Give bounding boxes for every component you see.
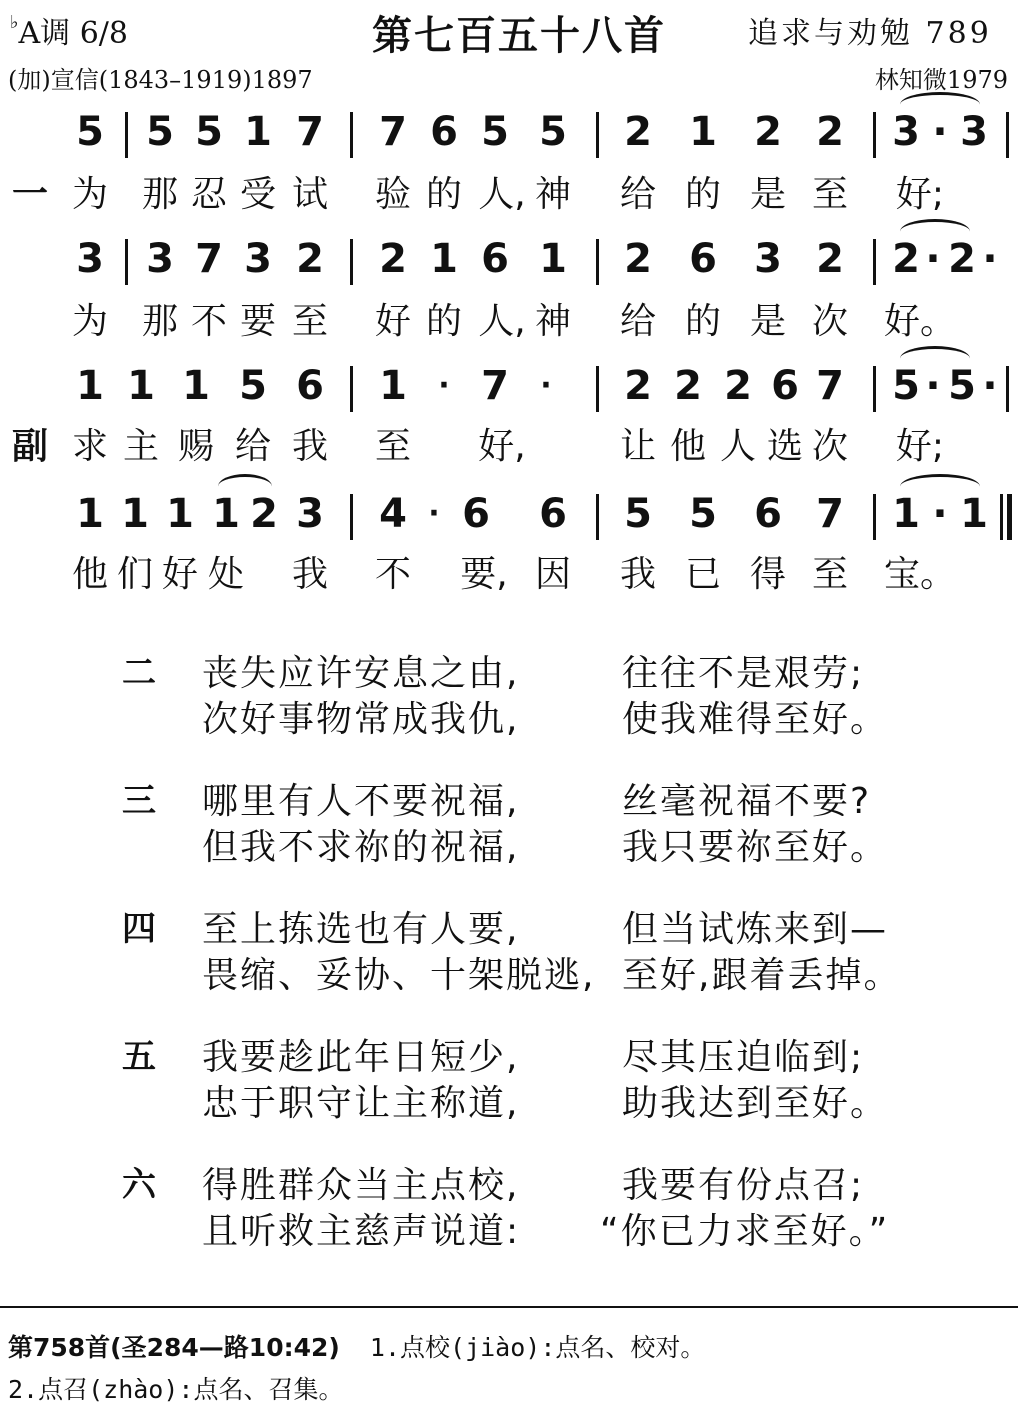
verse-line: 尽其压迫临到;: [622, 1037, 865, 1078]
lyric-syllable: 要,: [460, 554, 508, 595]
note: 1: [212, 491, 240, 537]
note: 3: [244, 236, 272, 282]
note: 2: [948, 236, 976, 282]
bar-line: [350, 112, 353, 158]
lyric-syllable: 至: [291, 301, 329, 342]
note: 2: [724, 363, 752, 409]
composer-credit: (加)宣信(1843–1919)1897: [8, 66, 313, 94]
final-bar-line-thin: [1000, 494, 1003, 540]
verse-label: 副: [12, 426, 49, 467]
lyric-syllable: 因: [534, 554, 572, 595]
lyric-syllable: 忍: [190, 174, 228, 215]
bar-line: [596, 494, 599, 540]
verse-line: 忠于职守让主称道,: [202, 1083, 520, 1124]
bar-line: [873, 366, 876, 412]
verse-line: 我要有份点召;: [622, 1165, 865, 1206]
lyric-syllable: 人,: [478, 301, 526, 342]
lyric-syllable: 验: [374, 174, 412, 215]
note: 2: [754, 109, 782, 155]
lyric-syllable: 已: [684, 554, 722, 595]
note: 3: [76, 236, 104, 282]
note: 1: [182, 363, 210, 409]
note: ·: [982, 363, 998, 409]
lyric-syllable: 赐: [177, 426, 215, 467]
verse-line: 但当试炼来到—: [622, 909, 889, 950]
note: 6: [481, 236, 509, 282]
lyric-syllable: 给: [619, 174, 657, 215]
verse-line: 助我达到至好。: [622, 1083, 889, 1124]
note: ·: [932, 109, 948, 155]
note: 6: [296, 363, 324, 409]
note: 7: [195, 236, 223, 282]
note: 2: [674, 363, 702, 409]
lyric-syllable: 宝。: [883, 554, 957, 595]
note: 7: [379, 109, 407, 155]
lyric-syllable: 不: [374, 554, 412, 595]
lyric-syllable: 好;: [895, 174, 945, 215]
note: 5: [76, 109, 104, 155]
verse-number: 五: [122, 1037, 156, 1077]
note: 1: [76, 491, 104, 537]
note: 2: [892, 236, 920, 282]
note: 5: [239, 363, 267, 409]
note: 1: [127, 363, 155, 409]
lyric-syllable: 我: [619, 554, 657, 595]
footnote-note-1: 1.点校(jiào):点名、校对。: [369, 1333, 706, 1362]
note: 6: [430, 109, 458, 155]
note: 6: [539, 491, 567, 537]
lyric-row-3: [0, 418, 1018, 468]
note: 2: [379, 236, 407, 282]
note: 7: [816, 363, 844, 409]
lyric-syllable: 好: [374, 301, 412, 342]
lyric-syllable: 的: [684, 174, 722, 215]
lyric-syllable: 的: [684, 301, 722, 342]
note: 2: [816, 109, 844, 155]
lyric-syllable: 是: [749, 301, 787, 342]
note: 1: [379, 363, 407, 409]
rhythm-dot: ·: [438, 368, 450, 403]
note: 3: [892, 109, 920, 155]
verse-line: 次好事物常成我仇,: [202, 699, 520, 740]
note: 5: [892, 363, 920, 409]
footnote-note-2: 2.点召(zhào):点名、召集。: [8, 1375, 344, 1404]
lyric-syllable: 至: [374, 426, 412, 467]
note: 2: [250, 491, 278, 537]
lyric-syllable: 人,: [478, 174, 526, 215]
lyric-syllable: 给: [234, 426, 272, 467]
verse-line: 我要趁此年日短少,: [202, 1037, 520, 1078]
rhythm-dot: ·: [428, 496, 440, 531]
lyric-syllable: 神: [534, 174, 572, 215]
note: 5: [624, 491, 652, 537]
bar-line: [596, 239, 599, 285]
note: 5: [689, 491, 717, 537]
lyric-row-4: [0, 546, 1018, 596]
note: 7: [816, 491, 844, 537]
verse-number: 四: [122, 909, 156, 949]
translator-credit: 林知微1979: [874, 66, 1008, 94]
lyric-syllable: 处: [207, 554, 245, 595]
lyric-syllable: 次: [811, 301, 849, 342]
lyric-syllable: 要: [239, 301, 277, 342]
lyric-syllable: 们: [116, 554, 154, 595]
key-signature: ♭A调 6/8: [10, 12, 128, 51]
bar-line: [1006, 112, 1009, 158]
note: 3: [960, 109, 988, 155]
lyric-row-1: [0, 166, 1018, 216]
lyric-syllable: 那: [141, 301, 179, 342]
note: 4: [379, 491, 407, 537]
lyric-syllable: 为: [71, 301, 109, 342]
note: 6: [754, 491, 782, 537]
lyric-syllable: 求: [71, 426, 109, 467]
hymn-title: 第七百五十八首: [372, 13, 666, 59]
scripture-reference: 第758首(圣284—路10:42): [8, 1333, 340, 1362]
final-bar-line-thick: [1007, 494, 1012, 540]
lyric-syllable: 神: [534, 301, 572, 342]
note: 2: [624, 236, 652, 282]
verse-line: 且听救主慈声说道:: [202, 1211, 521, 1252]
verse-line: 丧失应许安息之由,: [202, 653, 520, 694]
footnote-line-1: [8, 1328, 705, 1364]
verse-label: 一: [12, 174, 49, 215]
lyric-syllable: 好: [161, 554, 199, 595]
verse-line: 畏缩、妥协、十架脱逃,: [202, 955, 596, 996]
note: ·: [925, 236, 941, 282]
lyric-syllable: 受: [239, 174, 277, 215]
verse-line: 但我不求祢的祝福,: [202, 827, 520, 868]
lyric-syllable: 次: [811, 426, 849, 467]
lyric-syllable: 的: [425, 301, 463, 342]
lyric-syllable: 他: [669, 426, 707, 467]
verse-line: 得胜群众当主点校,: [202, 1165, 520, 1206]
note: 5: [481, 109, 509, 155]
verse-line: 丝毫祝福不要?: [622, 781, 872, 822]
tie-slur: [900, 474, 980, 499]
note: 6: [462, 491, 490, 537]
note: 6: [689, 236, 717, 282]
lyric-row-2: [0, 293, 1018, 343]
bar-line: [125, 112, 128, 158]
verse-line: 往往不是艰劳;: [622, 653, 865, 694]
note: 7: [481, 363, 509, 409]
bar-line: [125, 239, 128, 285]
note: 3: [296, 491, 324, 537]
lyric-syllable: 至: [811, 174, 849, 215]
note: 1: [892, 491, 920, 537]
note: 1: [539, 236, 567, 282]
lyric-syllable: 的: [425, 174, 463, 215]
note: 1: [76, 363, 104, 409]
bar-line: [350, 366, 353, 412]
note: 5: [948, 363, 976, 409]
verse-line: “你已力求至好。”: [600, 1211, 890, 1252]
hymn-category: 追求与劝勉 789: [748, 16, 992, 51]
note: 1: [689, 109, 717, 155]
bar-line: [596, 112, 599, 158]
tie-slur: [900, 219, 970, 244]
lyric-syllable: 至: [811, 554, 849, 595]
rhythm-dot: ·: [540, 368, 552, 403]
lyric-syllable: 好。: [883, 301, 957, 342]
note: 5: [146, 109, 174, 155]
lyric-syllable: 试: [291, 174, 329, 215]
lyric-syllable: 给: [619, 301, 657, 342]
note: ·: [982, 236, 998, 282]
lyric-syllable: 让: [619, 426, 657, 467]
lyric-syllable: 主: [122, 426, 160, 467]
lyric-syllable: 我: [291, 426, 329, 467]
verse-line: 哪里有人不要祝福,: [202, 781, 520, 822]
note: ·: [925, 363, 941, 409]
note: 2: [624, 363, 652, 409]
note: 3: [146, 236, 174, 282]
note: 1: [430, 236, 458, 282]
note: 2: [816, 236, 844, 282]
lyric-syllable: 好,: [478, 426, 526, 467]
note: 1: [244, 109, 272, 155]
verse-number: 二: [122, 653, 156, 693]
bar-line: [873, 494, 876, 540]
verse-number: 三: [122, 781, 156, 821]
note: 6: [771, 363, 799, 409]
note: 1: [166, 491, 194, 537]
lyric-syllable: 那: [141, 174, 179, 215]
tie-slur: [218, 474, 272, 499]
lyric-syllable: 人: [719, 426, 757, 467]
tie-slur: [900, 346, 970, 371]
verse-line: 至上拣选也有人要,: [202, 909, 520, 950]
lyric-syllable: 选: [766, 426, 804, 467]
verse-line: 使我难得至好。: [622, 699, 889, 740]
note: 2: [296, 236, 324, 282]
note: 2: [624, 109, 652, 155]
footnote-divider: [0, 1306, 1018, 1308]
lyric-syllable: 得: [749, 554, 787, 595]
lyric-syllable: 是: [749, 174, 787, 215]
verse-line: 至好,跟着丢掉。: [622, 955, 902, 996]
bar-line: [350, 239, 353, 285]
lyric-syllable: 为: [71, 174, 109, 215]
lyric-syllable: 不: [190, 301, 228, 342]
lyric-syllable: 他: [71, 554, 109, 595]
bar-line: [596, 366, 599, 412]
bar-line: [873, 239, 876, 285]
tie-slur: [900, 92, 980, 117]
bar-line: [873, 112, 876, 158]
note: 5: [195, 109, 223, 155]
verse-number: 六: [122, 1165, 156, 1205]
note: ·: [932, 491, 948, 537]
lyric-syllable: 我: [291, 554, 329, 595]
note: 7: [296, 109, 324, 155]
note: 3: [754, 236, 782, 282]
lyric-syllable: 好;: [895, 426, 945, 467]
note: 5: [539, 109, 567, 155]
note: 1: [960, 491, 988, 537]
bar-line: [1006, 366, 1009, 412]
verse-line: 我只要祢至好。: [622, 827, 889, 868]
note: 1: [121, 491, 149, 537]
bar-line: [350, 494, 353, 540]
